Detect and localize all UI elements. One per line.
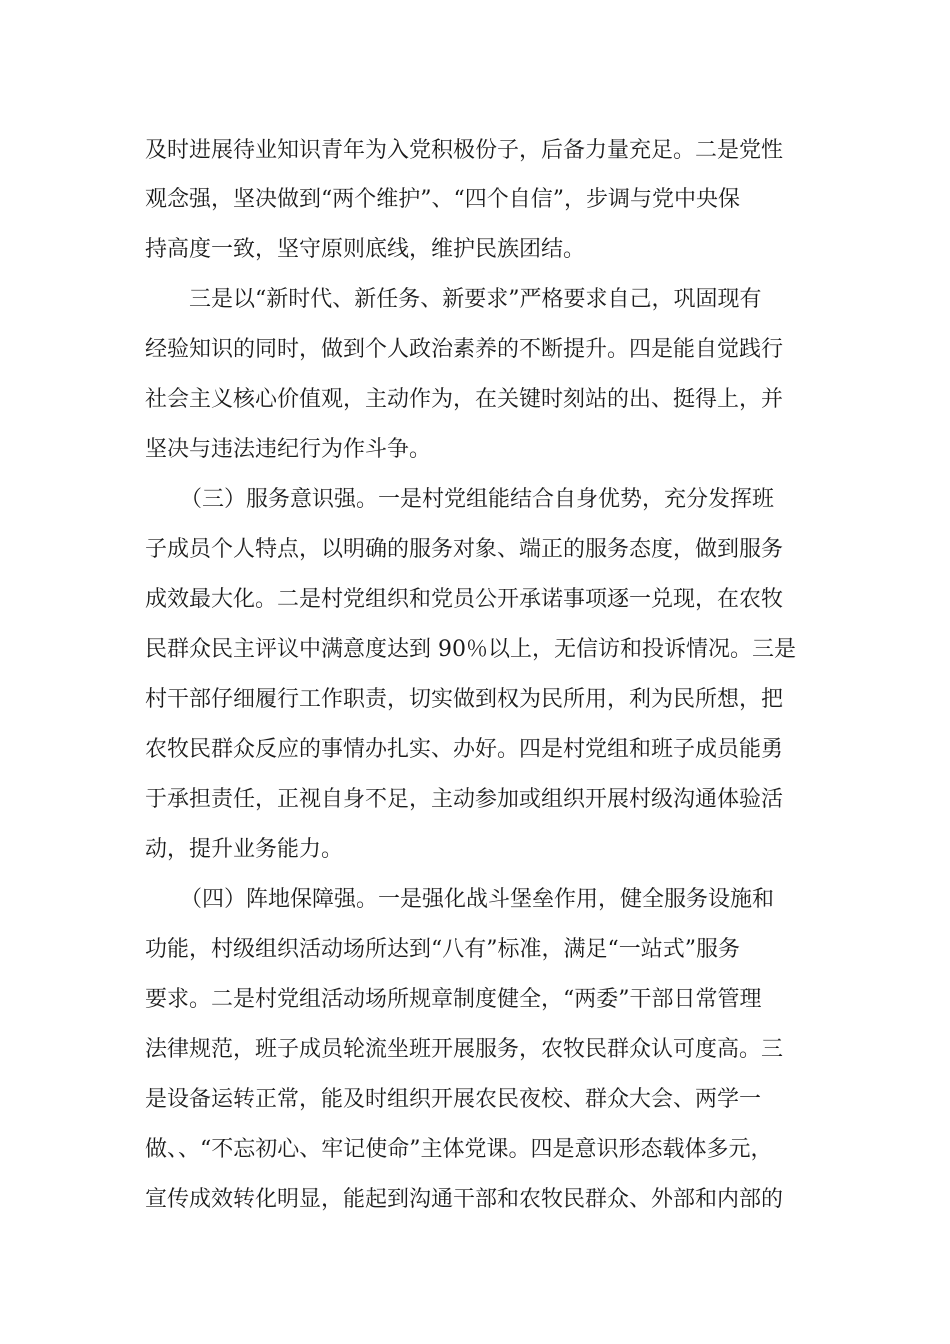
text-line: 民群众民主评议中满意度达到 90％以上，无信访和投诉情况。三是 xyxy=(145,637,796,662)
text-line: 村干部仔细履行工作职责，切实做到权为民所用，利为民所想，把 xyxy=(145,687,784,712)
text-line: 农牧民群众反应的事情办扎实、办好。四是村党组和班子成员能勇 xyxy=(145,737,784,762)
text-line: 动，提升业务能力。 xyxy=(145,837,344,862)
text-line: 子成员个人特点，以明确的服务对象、端正的服务态度，做到服务 xyxy=(145,537,784,562)
text-line: 经验知识的同时，做到个人政治素养的不断提升。四是能自觉践行 xyxy=(145,337,784,362)
text-line: 功能，村级组织活动场所达到“八有”标准，满足“一站式”服务 xyxy=(145,937,740,962)
text-line: 于承担责任，正视自身不足，主动参加或组织开展村级沟通体验活 xyxy=(145,787,784,812)
text-line: 观念强，坚决做到“两个维护”、“四个自信”，步调与党中央保 xyxy=(145,187,740,212)
text-line: 坚决与违法违纪行为作斗争。 xyxy=(145,437,432,462)
text-line: 及时进展待业知识青年为入党积极份子，后备力量充足。二是党性 xyxy=(145,138,784,163)
text-line: 是设备运转正常，能及时组织开展农民夜校、群众大会、两学一 xyxy=(145,1087,762,1112)
text-line: 宣传成效转化明显，能起到沟通干部和农牧民群众、外部和内部的 xyxy=(145,1187,784,1212)
text-line: 成效最大化。二是村党组织和党员公开承诺事项逐一兑现，在农牧 xyxy=(145,587,784,612)
section-heading-line: （三）服务意识强。一是村党组能结合自身优势，充分发挥班 xyxy=(180,487,775,512)
text-line: 做、、“不忘初心、牢记使命”主体党课。四是意识形态载体多元， xyxy=(145,1137,773,1162)
section-heading-line: （四）阵地保障强。一是强化战斗堡垒作用，健全服务设施和 xyxy=(180,887,775,912)
text-line: 要求。二是村党组活动场所规章制度健全，“两委”干部日常管理 xyxy=(145,987,762,1012)
text-line: 社会主义核心价值观，主动作为，在关键时刻站的出、挺得上，并 xyxy=(145,387,784,412)
text-line: 持高度一致，坚守原则底线，维护民族团结。 xyxy=(145,237,586,262)
text-line: 法律规范，班子成员轮流坐班开展服务，农牧民群众认可度高。三 xyxy=(145,1037,784,1062)
paragraph-first-line: 三是以“新时代、新任务、新要求”严格要求自己，巩固现有 xyxy=(189,287,762,312)
